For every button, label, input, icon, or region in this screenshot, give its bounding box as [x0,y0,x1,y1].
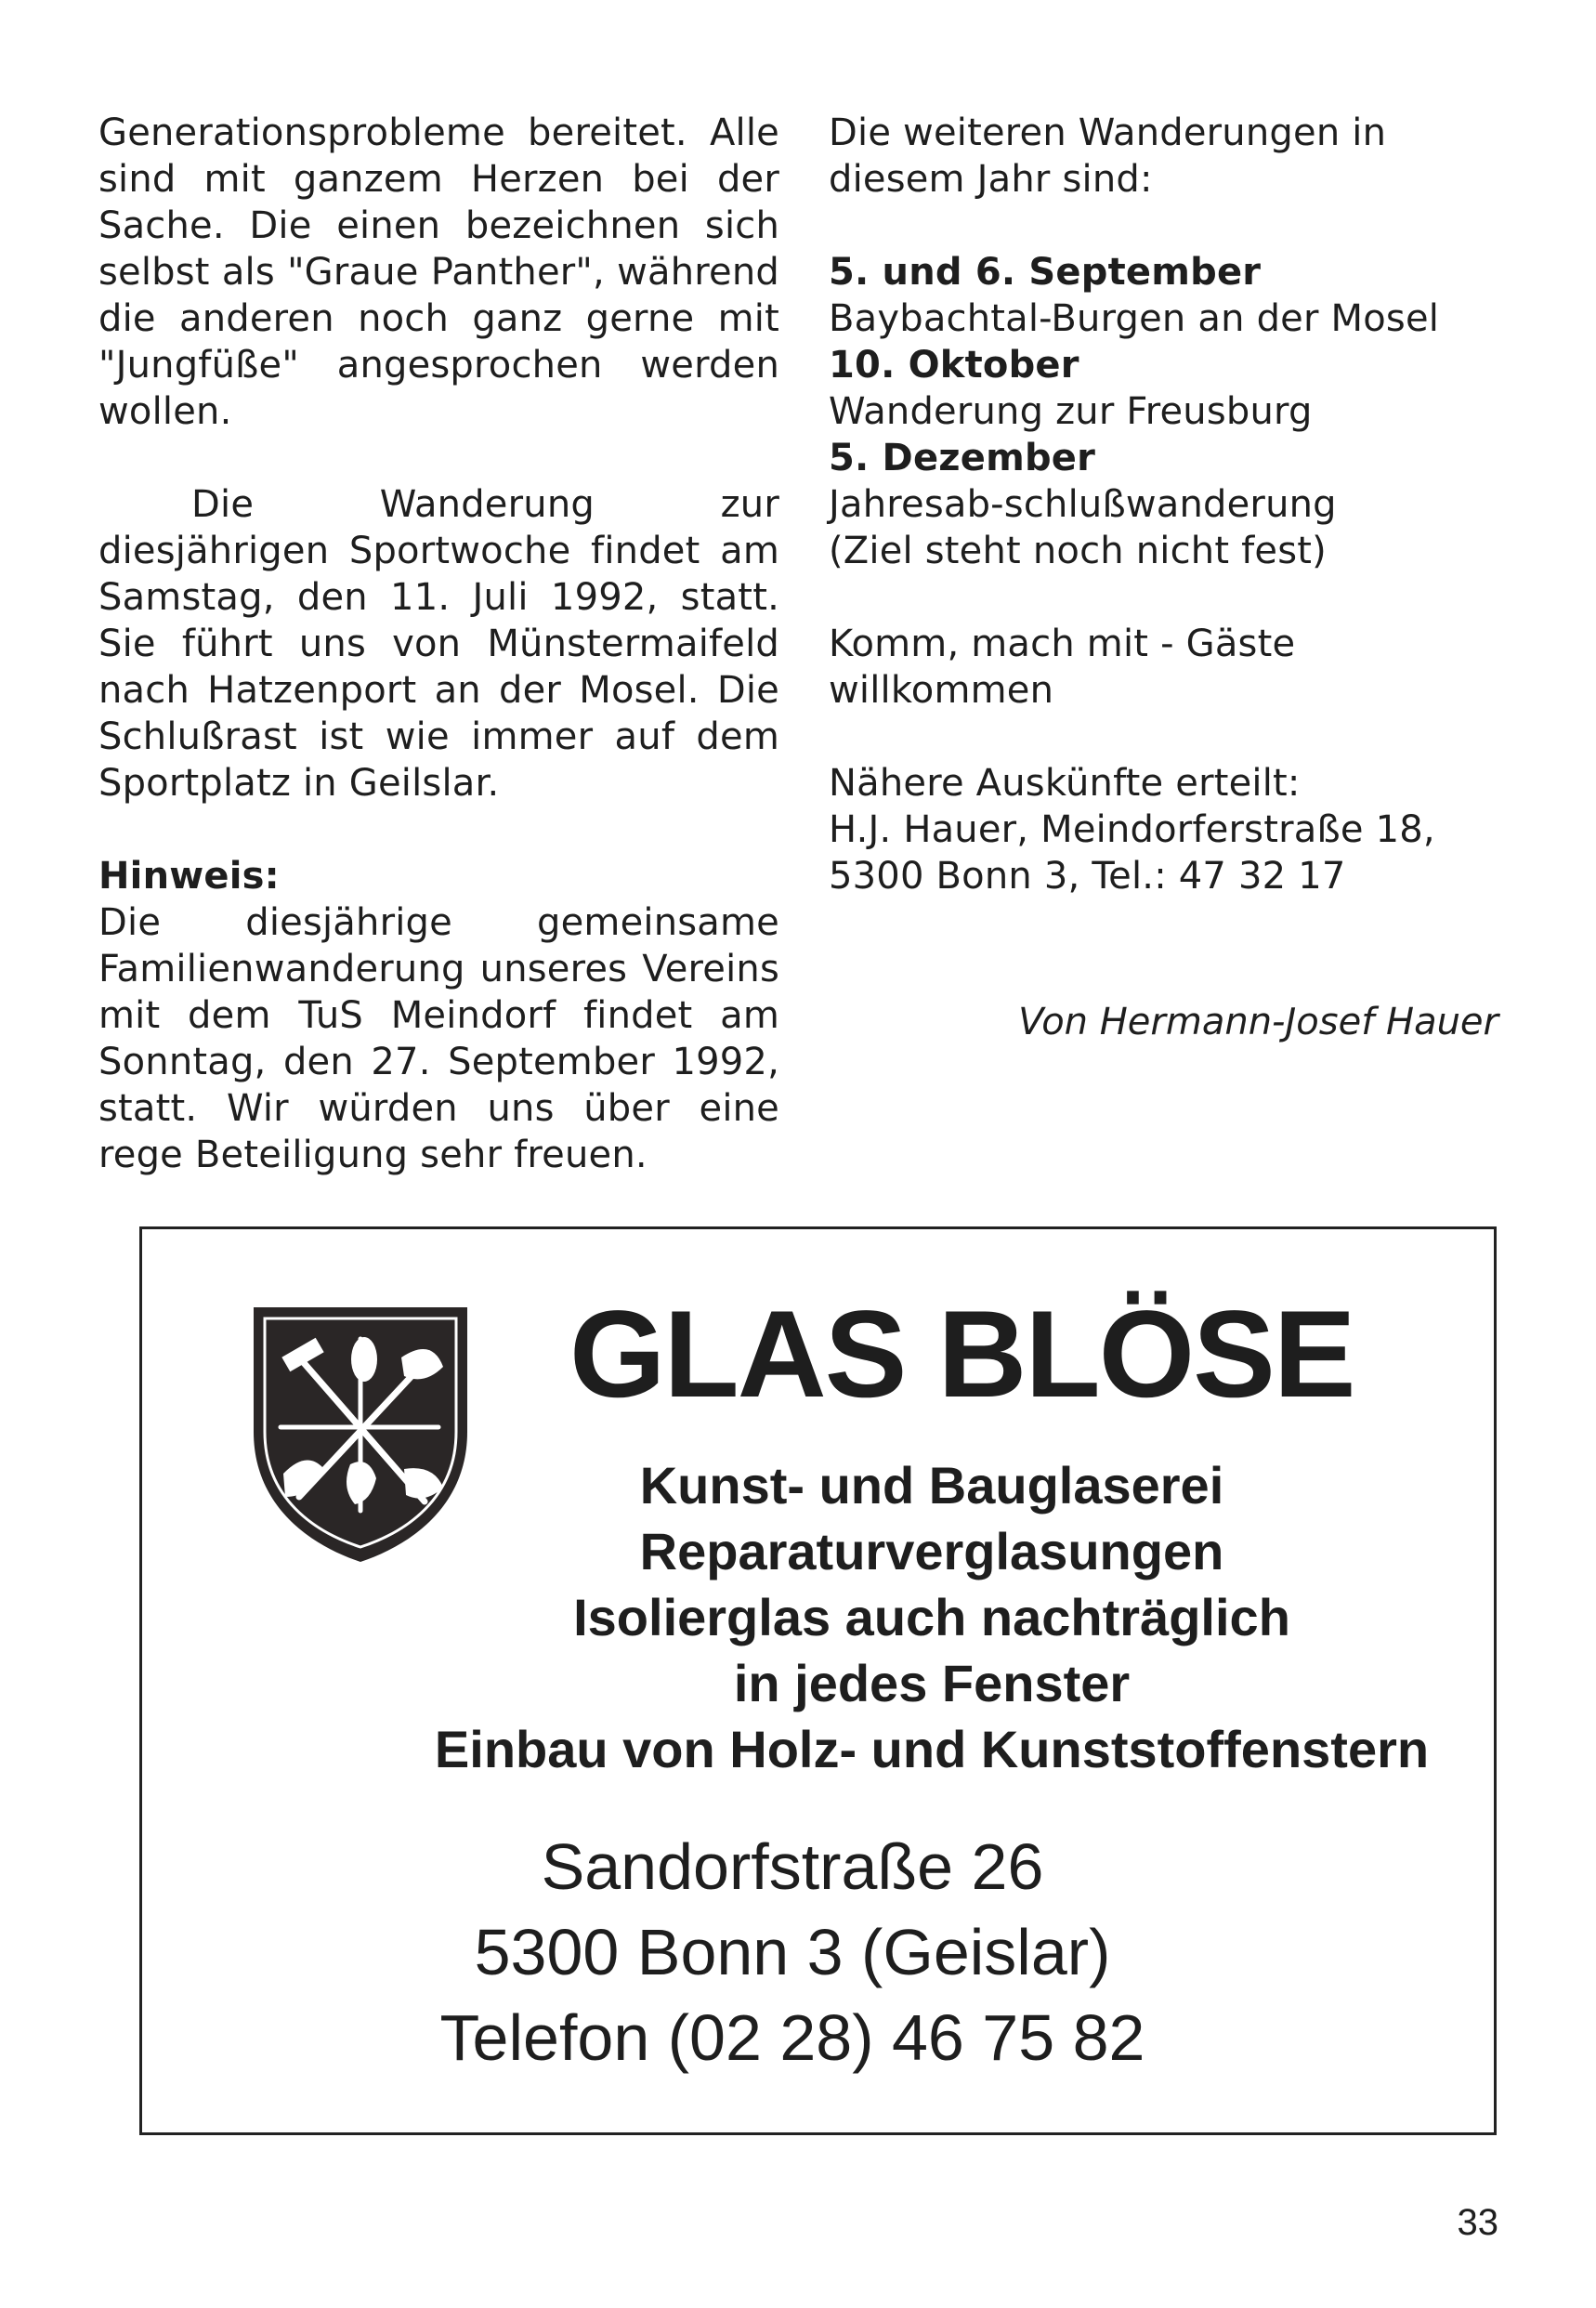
ad-address [328,1824,1257,2080]
ad-services [421,1452,1443,1782]
page-number: 33 [1457,2202,1498,2243]
event-note-3: (Ziel steht noch nicht fest) [829,530,1327,572]
ad-phone: Telefon (02 28) 46 75 82 [439,2001,1145,2074]
contact-line-2: 5300 Bonn 3, Tel.: 47 32 17 [829,855,1346,898]
author-signature: Von Hermann-Josef Hauer [1018,1001,1498,1043]
ad-street: Sandorfstraße 26 [541,1830,1044,1903]
event-desc-1: Baybachtal-Burgen an der Mosel [829,297,1440,340]
paragraph-generations: Generationsprobleme bereitet. Alle sind mit ganzem Herzen bei der Sache. Die einen bezeichnen sich selbst als "Graue Panther", während die anderen noch ganz gerne mit "Jungfüße" angesprochen werden wollen. [98,111,779,433]
ad-service-line: Reparaturverglasungen [639,1522,1224,1580]
ad-service-line: Isolierglas auch nachträglich [573,1588,1290,1646]
event-desc-3: Jahresab-schlußwanderung [829,483,1337,526]
event-desc-2: Wanderung zur Freusburg [829,390,1313,433]
paragraph-sportwoche: Die Wanderung zur diesjährigen Sportwoche findet am Samstag, den 11. Juli 1992, statt. Sie führt uns von Münstermaifeld nach Hatzenport an der Mosel. Die Schlußrast ist wie immer auf dem Sportplatz in Geilslar. [98,483,779,805]
ad-service-line: in jedes Fenster [733,1654,1131,1712]
contact-heading: Nähere Auskünfte erteilt: [829,762,1301,805]
ad-city: 5300 Bonn 3 (Geislar) [474,1916,1111,1988]
contact-line-1: H.J. Hauer, Meindorferstraße 18, [829,808,1435,851]
event-date-2: 10. Oktober [829,344,1079,387]
invite-line: Komm, mach mit - Gäste willkommen [829,623,1296,712]
advertisement-box [139,1226,1497,2135]
hinweis-text: Die diesjährige gemeinsame Familienwanderung unseres Vereins mit dem TuS Meindorf findet am Sonntag, den 27. September 1992, statt. Wir würden uns über eine rege Beteiligung sehr freuen. [98,901,779,1176]
hinweis-heading: Hinweis: [98,855,280,898]
ad-title: GLAS BLÖSE [569,1286,1354,1423]
event-date-3: 5. Dezember [829,437,1096,479]
events-intro: Die weiteren Wanderungen in diesem Jahr sind: [829,111,1387,201]
event-date-1: 5. und 6. September [829,251,1262,294]
ad-service-line: Kunst- und Bauglaserei [639,1456,1224,1515]
right-column [829,110,1498,899]
ad-service-line: Einbau von Holz- und Kunststoffenstern [434,1720,1430,1778]
left-column [98,110,779,1178]
